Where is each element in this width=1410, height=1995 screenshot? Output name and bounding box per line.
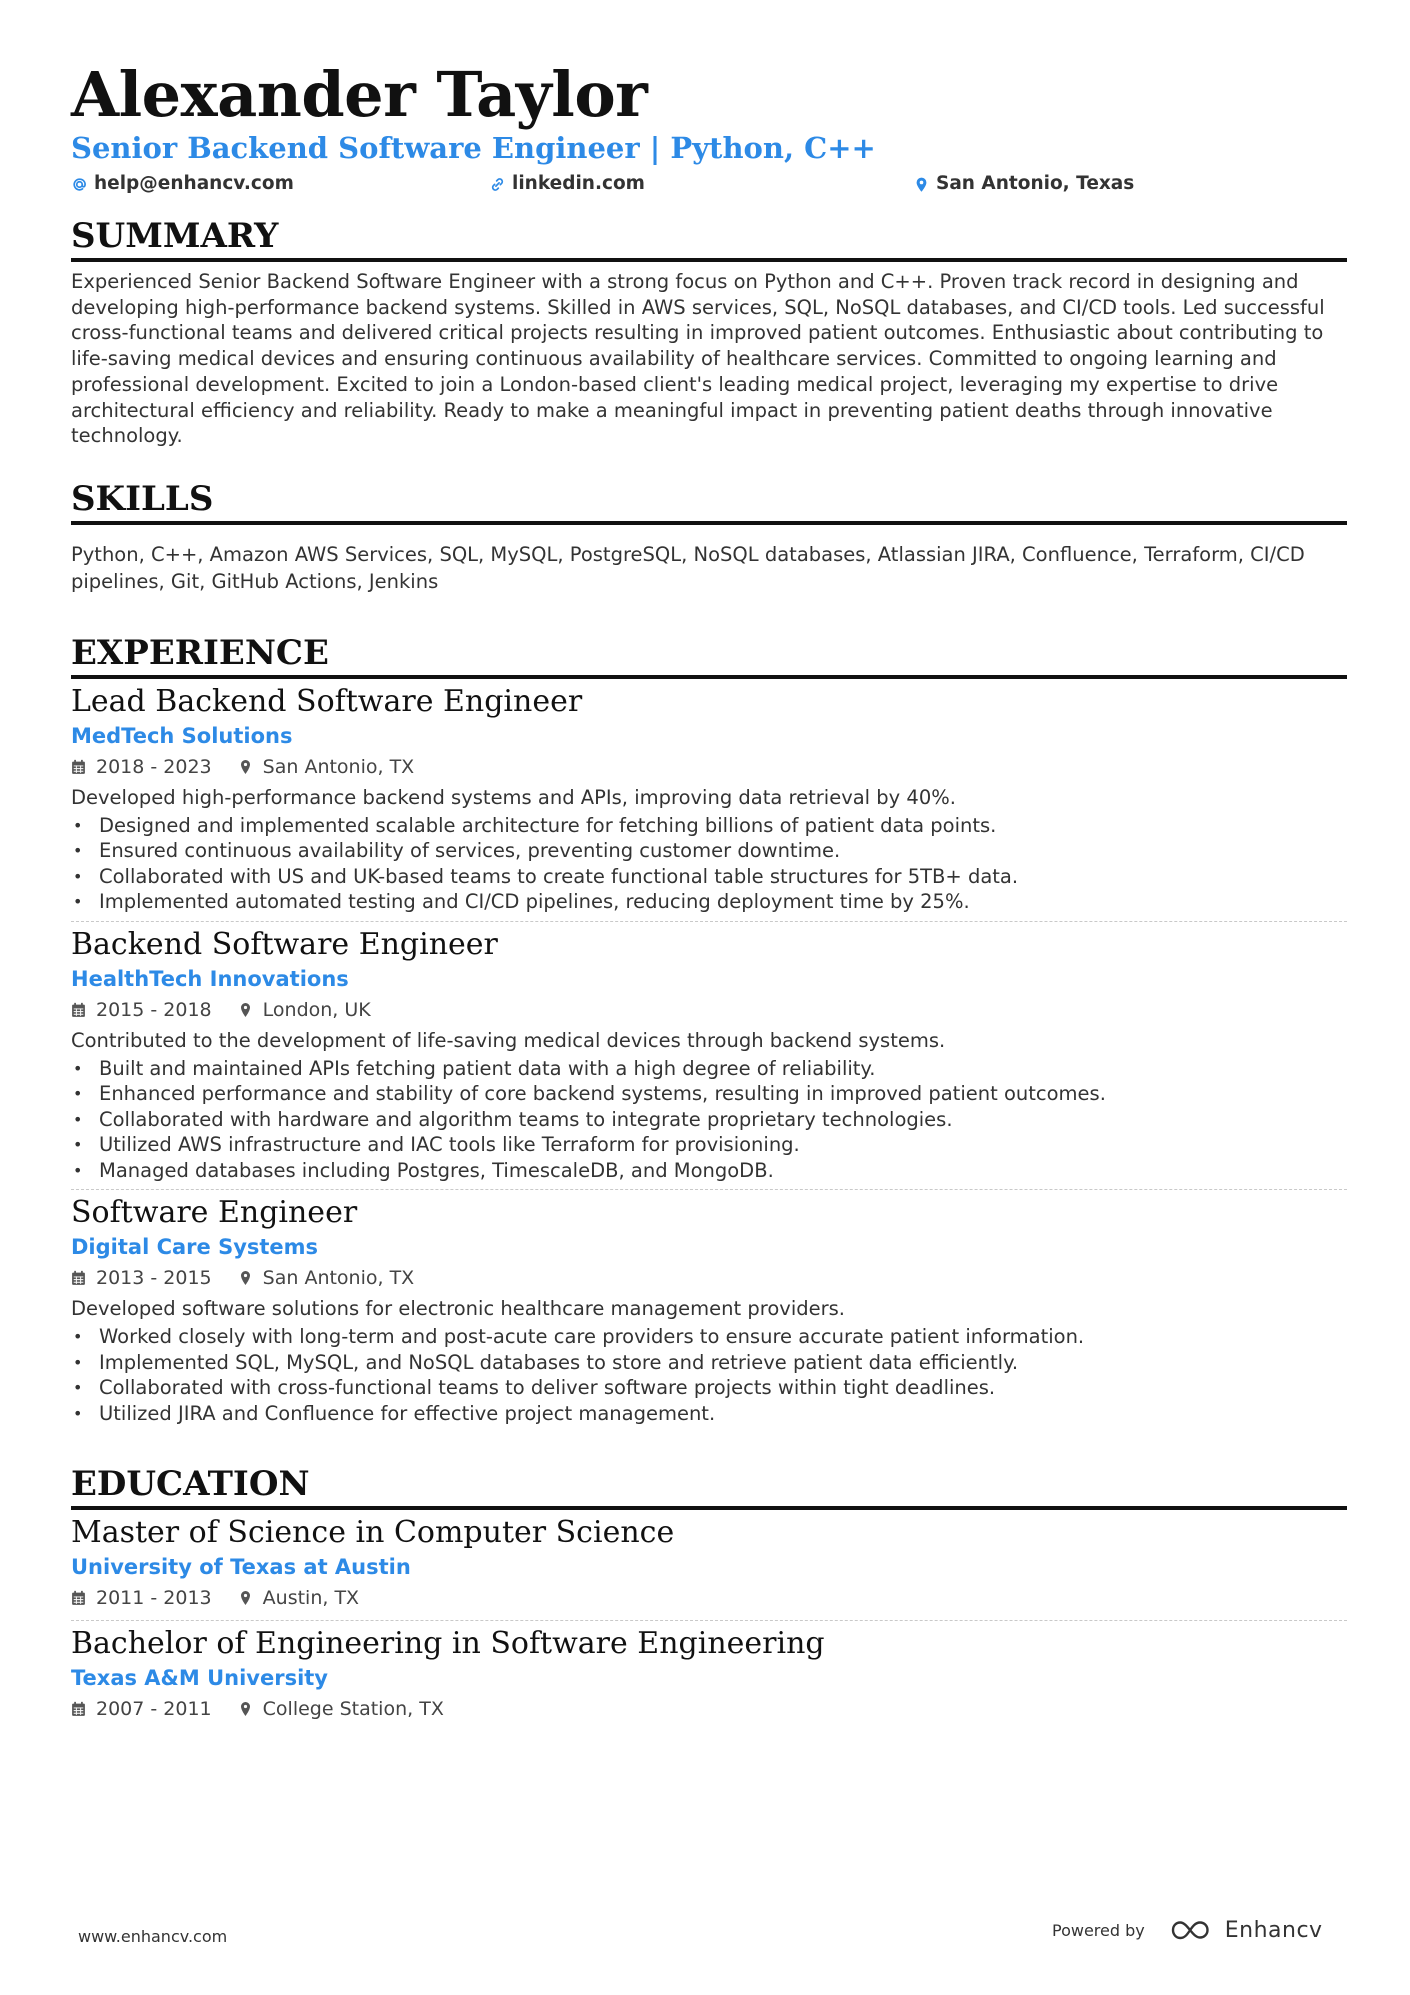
job-bullets — [71, 1056, 1347, 1184]
job-dates: 2013 - 2015 — [96, 1267, 212, 1290]
job-title: Software Engineer — [71, 1195, 358, 1231]
map-pin-icon — [238, 1270, 253, 1286]
job-bullets — [71, 1324, 1347, 1426]
footer-branding[interactable] — [1052, 1917, 1323, 1943]
school-name: University of Texas at Austin — [71, 1555, 411, 1580]
school-name: Texas A&M University — [71, 1666, 328, 1691]
section-heading-education: EDUCATION — [71, 1464, 1347, 1510]
summary-section — [71, 216, 1347, 449]
calendar-icon — [71, 1590, 86, 1606]
company-name: HealthTech Innovations — [71, 966, 349, 991]
header — [71, 60, 1347, 200]
bullet-item: • Ensured continuous availability of services, preventing customer downtime. — [71, 838, 1347, 864]
education-dates: 2007 - 2011 — [96, 1698, 212, 1721]
calendar-icon — [71, 759, 86, 775]
linkedin-text: linkedin.com — [512, 173, 645, 194]
section-heading-experience: EXPERIENCE — [71, 633, 1347, 679]
bullet-item: • Designed and implemented scalable architecture for fetching billions of patient data points. — [71, 813, 1347, 839]
map-pin-icon — [238, 759, 253, 775]
section-heading-summary: SUMMARY — [71, 216, 1347, 262]
job-location: San Antonio, TX — [262, 755, 415, 778]
bullet-item: • Built and maintained APIs fetching patient data with a high degree of reliability. — [71, 1056, 1347, 1082]
link-icon — [489, 176, 506, 193]
bullet-item: • Collaborated with cross-functional teams to deliver software projects within tight deadlines. — [71, 1375, 1347, 1401]
candidate-title: Senior Backend Software Engineer | Python, C++ — [71, 131, 876, 165]
bullet-item: • Utilized JIRA and Confluence for effective project management. — [71, 1401, 1347, 1427]
education-meta — [71, 1582, 1347, 1614]
experience-section — [71, 633, 1347, 1427]
contact-email[interactable] — [71, 168, 294, 200]
education-dates: 2011 - 2013 — [96, 1587, 212, 1610]
calendar-icon — [71, 1270, 86, 1286]
bullet-item: • Implemented automated testing and CI/CD pipelines, reducing deployment time by 25%. — [71, 889, 1347, 915]
job-description: Developed high-performance backend systems and APIs, improving data retrieval by 40%. — [71, 785, 956, 809]
contact-location — [913, 168, 1134, 200]
job-dates: 2015 - 2018 — [96, 998, 212, 1021]
job-dates: 2018 - 2023 — [96, 755, 212, 778]
education-location: College Station, TX — [262, 1698, 444, 1721]
job-bullets — [71, 813, 1347, 915]
bullet-item: • Worked closely with long-term and post-acute care providers to ensure accurate patient information. — [71, 1324, 1347, 1350]
map-pin-icon — [913, 176, 930, 193]
contact-linkedin[interactable] — [489, 168, 645, 200]
map-pin-icon — [238, 1590, 253, 1606]
education-meta — [71, 1693, 1347, 1725]
experience-entry — [71, 1194, 1347, 1426]
candidate-name: Alexander Taylor — [71, 58, 648, 131]
company-name: Digital Care Systems — [71, 1235, 319, 1260]
degree-title: Bachelor of Engineering in Software Engineering — [71, 1626, 825, 1662]
job-title: Backend Software Engineer — [71, 926, 498, 962]
skills-section — [71, 479, 1347, 595]
job-meta — [71, 994, 1347, 1026]
job-location: San Antonio, TX — [262, 1267, 415, 1290]
education-entry — [71, 1514, 1347, 1621]
summary-text: Experienced Senior Backend Software Engineer with a strong focus on Python and C++. Proven track record in designing and developing high-performance backend systems. Skilled in AWS services, SQL, NoSQL databases, and CI/CD tools. Led successful cross-functional teams and delivered critical projects resulting in improved patient outcomes. Enthusiastic about contributing to life-saving medical devices and ensuring continuous availability of healthcare services. Committed to ongoing learning and professional development. Excited to join a London-based client's leading medical project, leveraging my expertise to drive architectural efficiency and reliability. Ready to make a meaningful impact in preventing patient deaths through innovative technology. — [71, 270, 1325, 448]
degree-title: Master of Science in Computer Science — [71, 1515, 675, 1551]
map-pin-icon — [238, 1002, 253, 1018]
job-meta — [71, 1262, 1347, 1294]
job-description: Contributed to the development of life-saving medical devices through backend systems. — [71, 1028, 946, 1052]
education-location: Austin, TX — [262, 1587, 360, 1610]
education-entry — [71, 1625, 1347, 1725]
education-section — [71, 1464, 1347, 1725]
skills-text: Python, C++, Amazon AWS Services, SQL, MySQL, PostgreSQL, NoSQL databases, Atlassian JIRA, Confluence, Terraform, CI/CD pipelines, Git, GitHub Actions, Jenkins — [71, 542, 1305, 593]
powered-by-label: Powered by — [1052, 1920, 1145, 1940]
resume-page — [71, 60, 1347, 1725]
calendar-icon — [71, 1701, 86, 1717]
footer-website[interactable]: www.enhancv.com — [78, 1927, 228, 1946]
location-text: San Antonio, Texas — [936, 173, 1135, 194]
bullet-item: • Utilized AWS infrastructure and IAC tools like Terraform for provisioning. — [71, 1132, 1347, 1158]
job-description: Developed software solutions for electronic healthcare management providers. — [71, 1297, 845, 1321]
map-pin-icon — [238, 1701, 253, 1717]
bullet-item: • Collaborated with US and UK-based teams to create functional table structures for 5TB+ data. — [71, 864, 1347, 890]
infinity-logo-icon — [1169, 1917, 1217, 1943]
bullet-item: • Collaborated with hardware and algorithm teams to integrate proprietary technologies. — [71, 1107, 1347, 1133]
brand-name: Enhancv — [1224, 1917, 1323, 1943]
email-text: help@enhancv.com — [94, 173, 294, 194]
experience-entry — [71, 683, 1347, 922]
bullet-item: • Enhanced performance and stability of core backend systems, resulting in improved patient outcomes. — [71, 1081, 1347, 1107]
section-heading-skills: SKILLS — [71, 479, 1347, 525]
bullet-item: • Implemented SQL, MySQL, and NoSQL databases to store and retrieve patient data efficiently. — [71, 1350, 1347, 1376]
company-name: MedTech Solutions — [71, 723, 293, 748]
contact-row — [71, 168, 1347, 200]
bullet-item: • Managed databases including Postgres, TimescaleDB, and MongoDB. — [71, 1158, 1347, 1184]
experience-entry — [71, 926, 1347, 1191]
calendar-icon — [71, 1002, 86, 1018]
at-icon — [71, 176, 88, 193]
job-meta — [71, 751, 1347, 783]
job-location: London, UK — [262, 998, 371, 1021]
job-title: Lead Backend Software Engineer — [71, 683, 583, 719]
